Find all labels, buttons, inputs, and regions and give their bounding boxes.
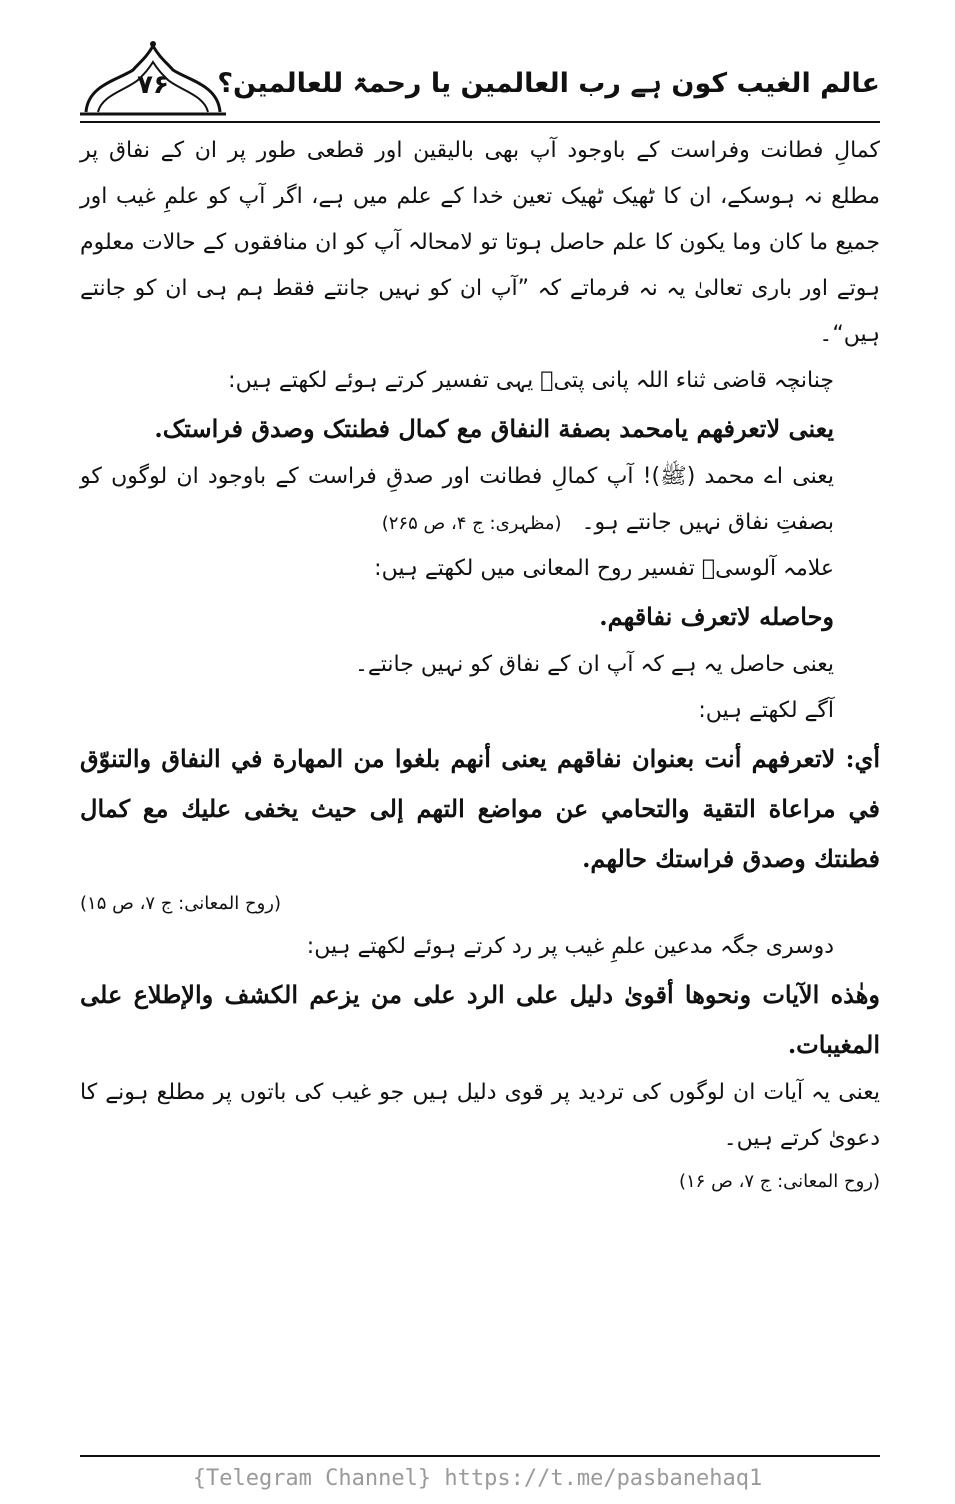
paragraph-7: دوسری جگہ مدعین علمِ غیب پر رد کرتے ہوئے لکھتے ہیں: [306, 934, 834, 959]
telegram-watermark: {Telegram Channel} https://t.me/pasbanehaq1 [192, 1466, 763, 1491]
citation-mazhari: (مظہری: ج ۴، ص ۲۶۵) [381, 513, 562, 534]
header-divider [80, 121, 880, 123]
paragraph-6: آگے لکھتے ہیں: [698, 698, 834, 723]
page-header [70, 40, 880, 120]
arabic-quote-2: وحاصله لاتعرف نفاقهم. [599, 602, 834, 631]
page-number-badge [78, 40, 228, 120]
page-number: ۷۶ [137, 70, 169, 100]
citation-ruh-al-maani-16: (روح المعانی: ج ۷، ص ۱۶) [678, 1171, 880, 1192]
paragraph-8: یعنی یہ آیات ان لوگوں کی تردید پر قوی دلیل ہیں جو غیب کی باتوں پر مطلع ہونے کا دعویٰ کرتے ہیں۔ [80, 1080, 880, 1151]
paragraph-3-start: یعنی اے محمد ( [686, 464, 835, 489]
arabic-quote-1: یعنی لاتعرفھم یامحمد بصفة النفاق مع کمال فطنتک وصدق فراستک. [154, 414, 834, 443]
running-title: عالم الغیب کون ہے رب العالمین یا رحمۃ للعالمین؟ [217, 68, 880, 99]
footer-divider [80, 1455, 880, 1457]
paragraph-3-end: )! آپ کمالِ فطانت اور صدقِ فراست کے باوجود ان لوگوں کو بصفتِ نفاق نہیں جانتے ہو۔ [80, 464, 834, 535]
arabic-quote-4: وهٰذه الآيات ونحوها أقوىٰ دليل على الرد على من يزعم الكشف والإطلاع على المغيبات. [80, 980, 880, 1059]
arabic-quote-3: أي: لاتعرفهم أنت بعنوان نفاقهم يعنى أنهم بلغوا من المهارة في النفاق والتنوّق في مراعاة التقية والتحامي عن مواضع التهم إلى حيث يخفى عليك مع كمال فطنتك وصدق فراستك حالهم. [80, 744, 880, 873]
paragraph-3 [80, 454, 880, 546]
salutation-glyph: ﷺ [660, 464, 687, 489]
paragraph-2: چنانچہ قاضی ثناء اللہ پانی پتیؒ یہی تفسیر کرتے ہوئے لکھتے ہیں: [228, 368, 834, 393]
page-body [80, 128, 880, 1202]
paragraph-4: علامہ آلوسیؒ تفسیر روح المعانی میں لکھتے ہیں: [374, 556, 834, 581]
citation-ruh-al-maani-15: (روح المعانی: ج ۷، ص ۱۵) [80, 893, 282, 914]
paragraph-5: یعنی حاصل یہ ہے کہ آپ ان کے نفاق کو نہیں جانتے۔ [354, 652, 834, 677]
paragraph-1: کمالِ فطانت وفراست کے باوجود آپ بھی بالیقین اور قطعی طور پر ان کے نفاق پر مطلع نہ ہوسکے، ان کا ٹھیک ٹھیک تعین خدا کے علم میں ہے، اگر آپ کو علمِ غیب اور جمیع ما کان وما یکون کا علم حاصل ہوتا تو لامحالہ آپ کو ان منافقوں کے حالات معلوم ہوتے اور باری تعالیٰ یہ نہ فرماتے کہ ”آپ ان کو نہیں جانتے فقط ہم ہی ان کو جانتے ہیں“۔ [80, 138, 880, 347]
